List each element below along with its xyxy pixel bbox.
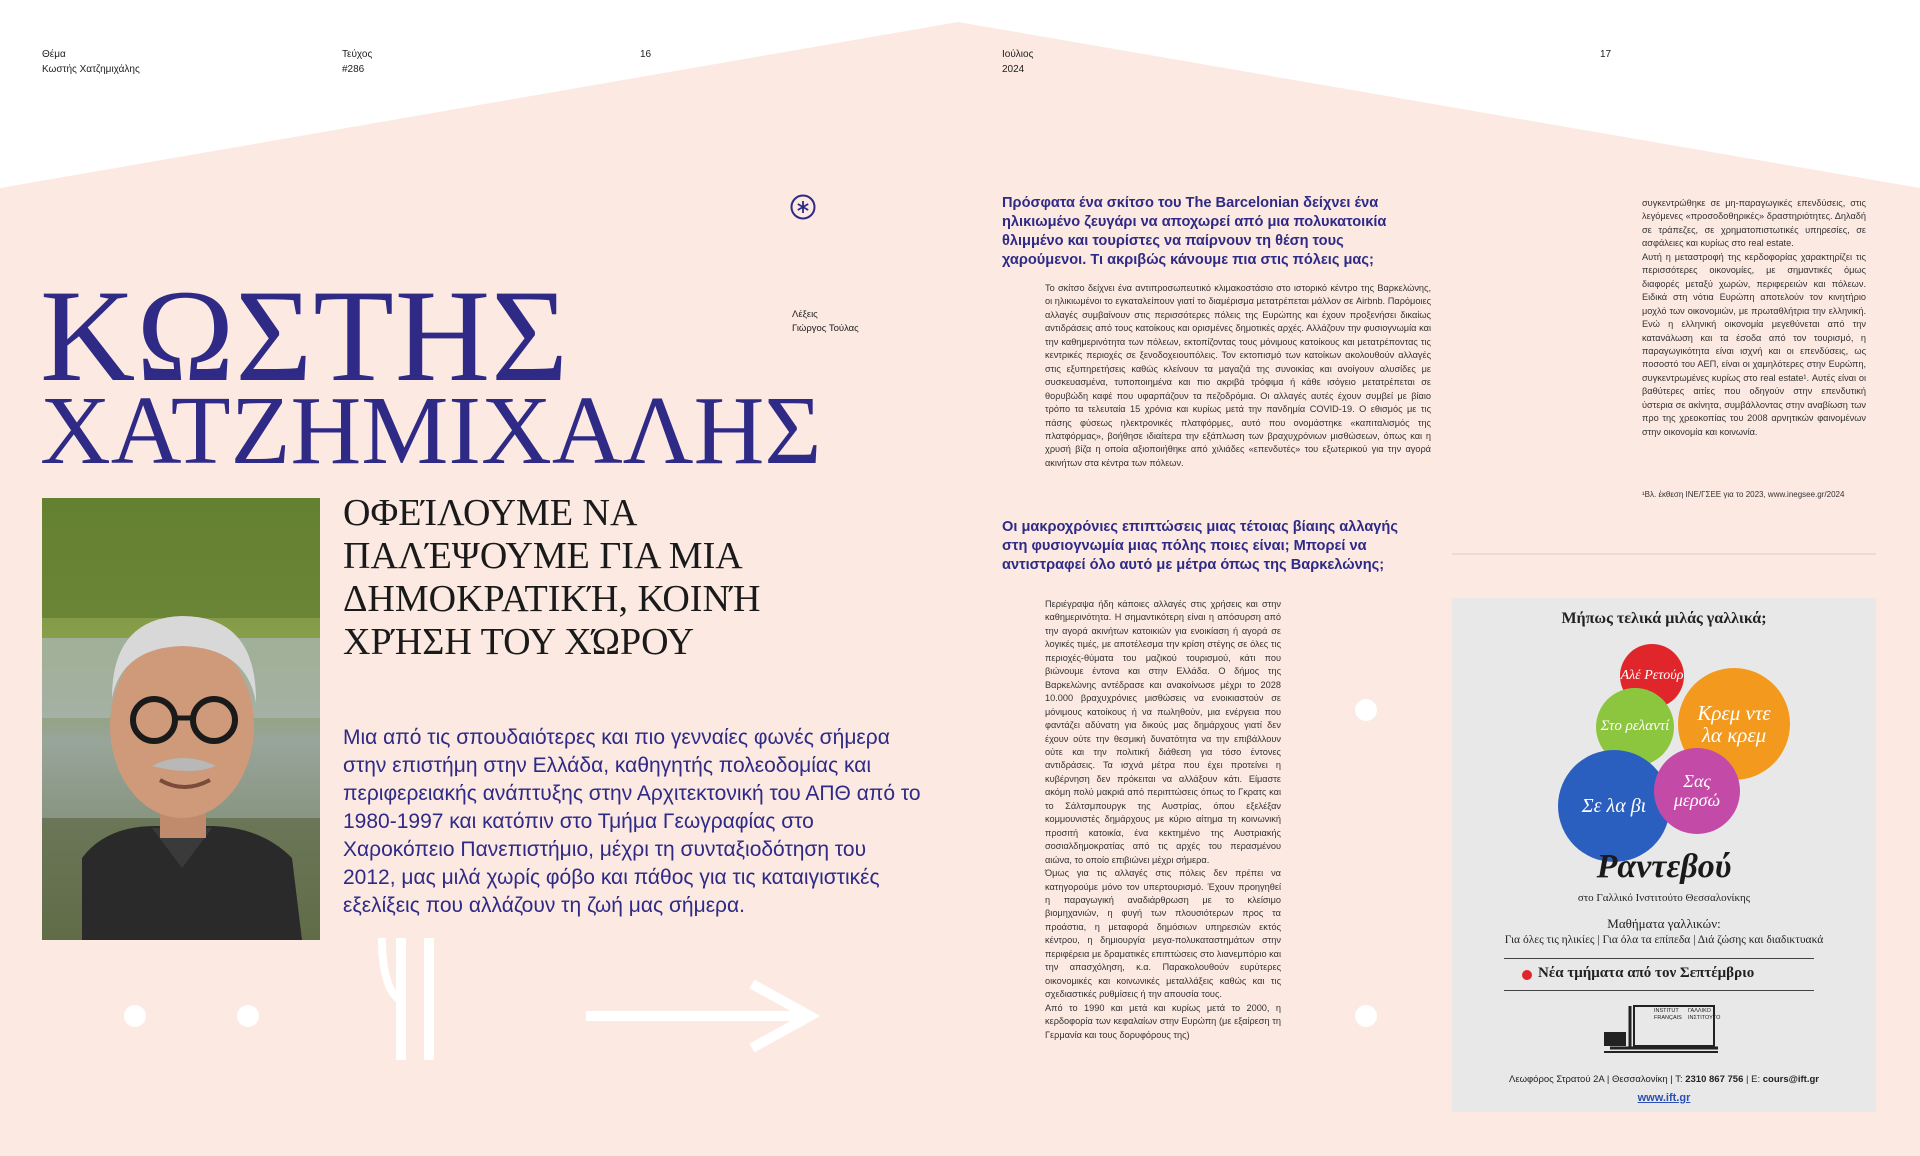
ad-courses-detail: Για όλες τις ηλικίες | Για όλα τα επίπεδα | Διά ζώσης και διαδικτυακά: [1504, 934, 1824, 946]
title-last-name: ΧΑΤΖΗΜΙΧΑΛΗΣ: [40, 377, 822, 485]
ad-bubble: Στο ρελαντί: [1596, 688, 1674, 766]
ad-bubble: Σε λα βι: [1558, 750, 1670, 862]
ad-courses-title: Μαθήματα γαλλικών:: [1607, 916, 1721, 931]
header-section: [42, 47, 140, 77]
ad-contact: [1452, 1074, 1876, 1085]
article-subtitle: ΟΦΕΊΛΟΥΜΕ ΝΑ ΠΑΛΈΨΟΥΜΕ ΓΙΑ ΜΙΑ ΔΗΜΟΚΡΑΤΙΚΉ, ΚΟΙΝΉ ΧΡΉΣΗ ΤΟΥ ΧΏΡΟΥ: [343, 492, 761, 663]
answer-2-paragraph: Από το 1990 και μετά και κυρίως μετά το 2000, η κερδοφορία των κεφαλαίων στην Ευρώπη (με εξαίρεση τη Γερμανία και τους δορυφόρους της): [1045, 1002, 1281, 1040]
column-3-paragraph: συγκεντρώθηκε σε μη-παραγωγικές επενδύσεις, στις λεγόμενες «προσοδοθηρικές» δραστηριότητες. Δηλαδή σε τράπεζες, σε χρηματοπιστωτικές υπηρεσίες, σε ασφάλειες και κυρίως στο real estate.: [1642, 198, 1866, 249]
credits-label: Λέξεις: [792, 309, 818, 320]
question-2: Οι μακροχρόνιες επιπτώσεις μιας τέτοιας βίαιης αλλαγής στη φυσιογνωμία μιας πόλης ποιες είναι; Μπορεί να αντιστραφεί όλο αυτό με μέτρα όπως της Βαρκελώνης;: [1002, 519, 1398, 573]
ad-brand-subtitle: στο Γαλλικό Ινστιτούτο Θεσσαλονίκης: [1577, 892, 1751, 904]
red-bullet-icon: [1522, 970, 1532, 980]
ad-divider: [1504, 958, 1814, 959]
header-issue: [342, 47, 372, 77]
header-year: 2024: [1002, 64, 1025, 75]
ad-website-link[interactable]: www.ift.gr: [1637, 1092, 1691, 1104]
page-number-right: 17: [1600, 49, 1612, 60]
ad-bubble: Αλέ Ρετούρ: [1620, 644, 1684, 708]
ad-brand: Ραντεβού: [1596, 848, 1732, 885]
ad-address: Λεωφόρος Στρατού 2Α | Θεσσαλονίκη | Τ:: [1509, 1074, 1686, 1085]
ad-phone: 2310 867 756: [1685, 1074, 1744, 1085]
answer-2-paragraph: Όμως για τις αλλαγές στις πόλεις δεν πρέπει να κατηγορούμε μόνο τον υπερτουρισμό. Έχουν προηγηθεί η παραγωγική αναδιάρθρωση με το κλείσιμο βιομηχανιών, η φυγή των πλουσιότερων προς τα προάστια, η μεταφορά δημόσιων υπηρεσιών εκτός κέντρου, η δημιουργία μεγα-πολυκαταστημάτων στην περιφέρεια με δραματικές επιπτώσεις στο λιανεμπόριο και την απασχόληση, κ.α. Παρακολουθούν ευρύτερες οικονομικές και κοινωνικές μεταλλάξεις καθώς και τις σχεδιαστικές ρυθμίσεις ή την απουσία τους.: [1045, 868, 1281, 1000]
logo-text-line: FRANÇAIS: [1654, 1015, 1682, 1021]
article-lead: Μια από τις σπουδαιότερες και πιο γενναίες φωνές σήμερα στην επιστήμη στην Ελλάδα, καθηγητής πολεοδομίας και περιφερειακής ανάπτυξης στην Αρχιτεκτονική του ΑΠΘ από το 1980-1997 και κατόπιν στο Τμήμα Γεωγραφίας στο Χαροκόπειο Πανεπιστήμιο, μέχρι τη συνταξιοδότηση του 2012, μας μιλά χωρίς φόβο και πάθος για τις καταιγιστικές εξελίξεις που αλλάζουν τη ζωή μας σήμερα.: [343, 726, 921, 917]
ad-bubble: Κρεμ ντε λα κρεμ: [1678, 668, 1790, 780]
institute-logo-text: [1654, 1008, 1682, 1022]
answer-1: Το σκίτσο δείχνει ένα αντιπροσωπευτικό κλιμακοστάσιο στο ιστορικό κέντρο της Βαρκελώνης, οι ηλικιωμένοι το εγκαταλείπουν γιατί το διαμέρισμα μετατρέπεται μάλλον σε Airbnb. Παρόμοιες αλλαγές συμβαίνουν στις περισσότερες πόλεις της Ευρώπης και έχουν προξενήσει δικαίως αντιδράσεις από τους κατοίκους και ορισμένες δημοτικές αρχές. Αλλάζουν την φυσιογνωμία και την καθημερινότητα των πόλεων, εκτοπίζοντας τους μόνιμους κατοίκους και μετατρέποντας τις κεντρικές περιοχές σε ξενοδοχειουπόλεις. Τον εκτοπισμό των κατοίκων ακολουθούν αλλαγές στις εξυπηρετήσεις καθώς κλείνουν τα μαγαζιά της συνοικίας και ανοίγουν αλυσίδες με συσκευασμένα, τυποποιημένα και πιο ακριβά τρόφιμα ή κάθε ισόγειο μετατρέπεται σε θορυβώδη καφέ που υφαρπάζουν τα πεζοδρόμια. Οι αλλαγές αυτές έχουν συμβεί με βίαιο τρόπο τα τελευταία 15 χρόνια και κυρίως μετά την πανδημία COVID-19. Ο εθισμός με τις πάσης φύσεως ηλεκτρονικές πλατφόρμες, αυτό που ονομάστηκε «καπιταλισμός της πλατφόρμας», βοήθησε ιδιαίτερα την εξάπλωση των βραχυχρόνιων μισθώσεων, όπως και η χρυσή βίζα η οποία αξιοποιήθηκε από χιλιάδες «επενδυτές» του εξωτερικού για την αγορά ακινήτων στα κέντρα των πόλεων.: [1045, 283, 1431, 468]
ad-divider: [1504, 990, 1814, 991]
column-3-paragraph: Αυτή η μεταστροφή της κερδοφορίας χαρακτηρίζει τις περισσότερες οικονομίες, με σημαντικές όμως διαφορές μεταξύ χωρών, περιφερειών και πόλεων. Ειδικά στη νότια Ευρώπη αποτελούν τον κινητήριο μοχλό των οικονομιών, με πρωταθλήτρια την ελληνική. Ενώ η ελληνική οικονομία μεγεθύνεται από την κατανάλωση και τα έσοδα από τον τουρισμό, η παραγωγικότητα είναι ισχνή και οι επενδύσεις, ως ποσοστό του ΑΕΠ, είναι οι χαμηλότερες στην Ευρώπη, συγκεντρωμένες κυρίως στο real estate¹. Αυτές είναι οι βαθύτερες αιτίες που οδηγούν στην επενδυτική ύστερια σε ακίνητα, συμβάλλοντας στην αναβίωση των προ της χρεοκοπίας του 2008 αρνητικών φαινομένων στην οικονομία και κοινωνία.: [1642, 251, 1866, 437]
header-issue-value: #286: [342, 64, 365, 75]
portrait-photo: [42, 498, 320, 940]
answer-2-paragraph: Περιέγραψα ήδη κάποιες αλλαγές στις χρήσεις και στην καθημερινότητα. Η σημαντικότερη είναι η απόσυρση από την αγορά ακινήτων κατοικιών για ενοικίαση ή αγορά σε λογικές τιμές, με αποτέλεσμα την κρίση στέγης σε όλες τις περιοχές-θύματα του μαζικού τουρισμού, κάτι που βιώνουμε έντονα και στην Ελλάδα. Ο δήμος της Βαρκελώνης αντέδρασε και ανακοίνωσε μέχρι το 2028 10.000 βραχυχρόνιες μισθώσεις να ενοικιαστούν σε μόνιμους κατοίκους ή να πωληθούν, μια ενέργεια που φαντάζει αδύνατη για δικούς μας δημάρχους γιατί δεν έχουν ούτε την θεσμική δυνατότητα να την επιβάλλουν ούτε και την πολιτική διάθεση για τόσο έντονες αντιδράσεις. Τα ισχνά μέτρα που έχει προτείνει η κυβέρνηση δεν πρόκειται να αλλάξουν κάτι. Είμαστε ακόμη πολύ μακριά από περιπτώσεις όπως το Γκρατς και το Σάλτσμπουργκ της Αυστρίας, όπου εξελέξαν κομμουνιστές δημάρχους με κύριο αίτημα τη κοινωνική προσιτή κατοικία, ένα κεκτημένο της Αυστριακής σοσιαλδημοκρατίας από τις αρχές του περασμένου αιώνα, το οποίο επιβιώνει μέχρι σήμερα.: [1045, 599, 1281, 865]
ad-new-classes: Νέα τμήματα από τον Σεπτέμβριο: [1538, 965, 1755, 981]
institute-logo-text-greek: [1688, 1008, 1720, 1022]
ad-email: cours@ift.gr: [1762, 1074, 1819, 1085]
answer-2: [1045, 598, 1281, 1042]
logo-text-line: ΓΑΛΛΙΚΟ: [1688, 1008, 1711, 1014]
logo-text-line: ΙΝΣΤΙΤΟΥΤΟ: [1688, 1015, 1721, 1021]
column-3: [1642, 197, 1866, 439]
title-first-name: ΚΩΣΤΗΣ: [40, 262, 570, 409]
question-1: Πρόσφατα ένα σκίτσο του The Barcelonian δείχνει ένα ηλικιωμένο ζευγάρι να αποχωρεί από μια πολυκατοικία θλιμμένο και τουρίστες να παίρνουν τη θέση τους χαρούμενοι. Τι ακριβώς κάνουμε πια στις πόλεις μας;: [1002, 195, 1387, 268]
credits: [792, 308, 859, 336]
header-section-value: Κωστής Χατζημιχάλης: [42, 64, 140, 75]
header-date: [1002, 47, 1033, 77]
credits-author: Γιώργος Τούλας: [792, 323, 859, 334]
page-number-left: 16: [640, 49, 652, 60]
ad-headline: Μήπως τελικά μιλάς γαλλικά;: [1561, 610, 1767, 627]
header-issue-label: Τεύχος: [342, 49, 373, 60]
header-section-label: Θέμα: [42, 49, 66, 60]
footnote: ¹Βλ. έκθεση ΙΝΕ/ΓΣΕΕ για το 2023, www.inegsee.gr/2024: [1642, 490, 1845, 499]
ad-email-label: | E:: [1743, 1074, 1763, 1085]
star-icon: [790, 194, 816, 220]
ad-bubble: Σας μερσώ: [1654, 748, 1740, 834]
header-month: Ιούλιος: [1002, 49, 1034, 60]
advertisement: [1452, 598, 1876, 1112]
logo-text-line: INSTITUT: [1654, 1008, 1679, 1014]
